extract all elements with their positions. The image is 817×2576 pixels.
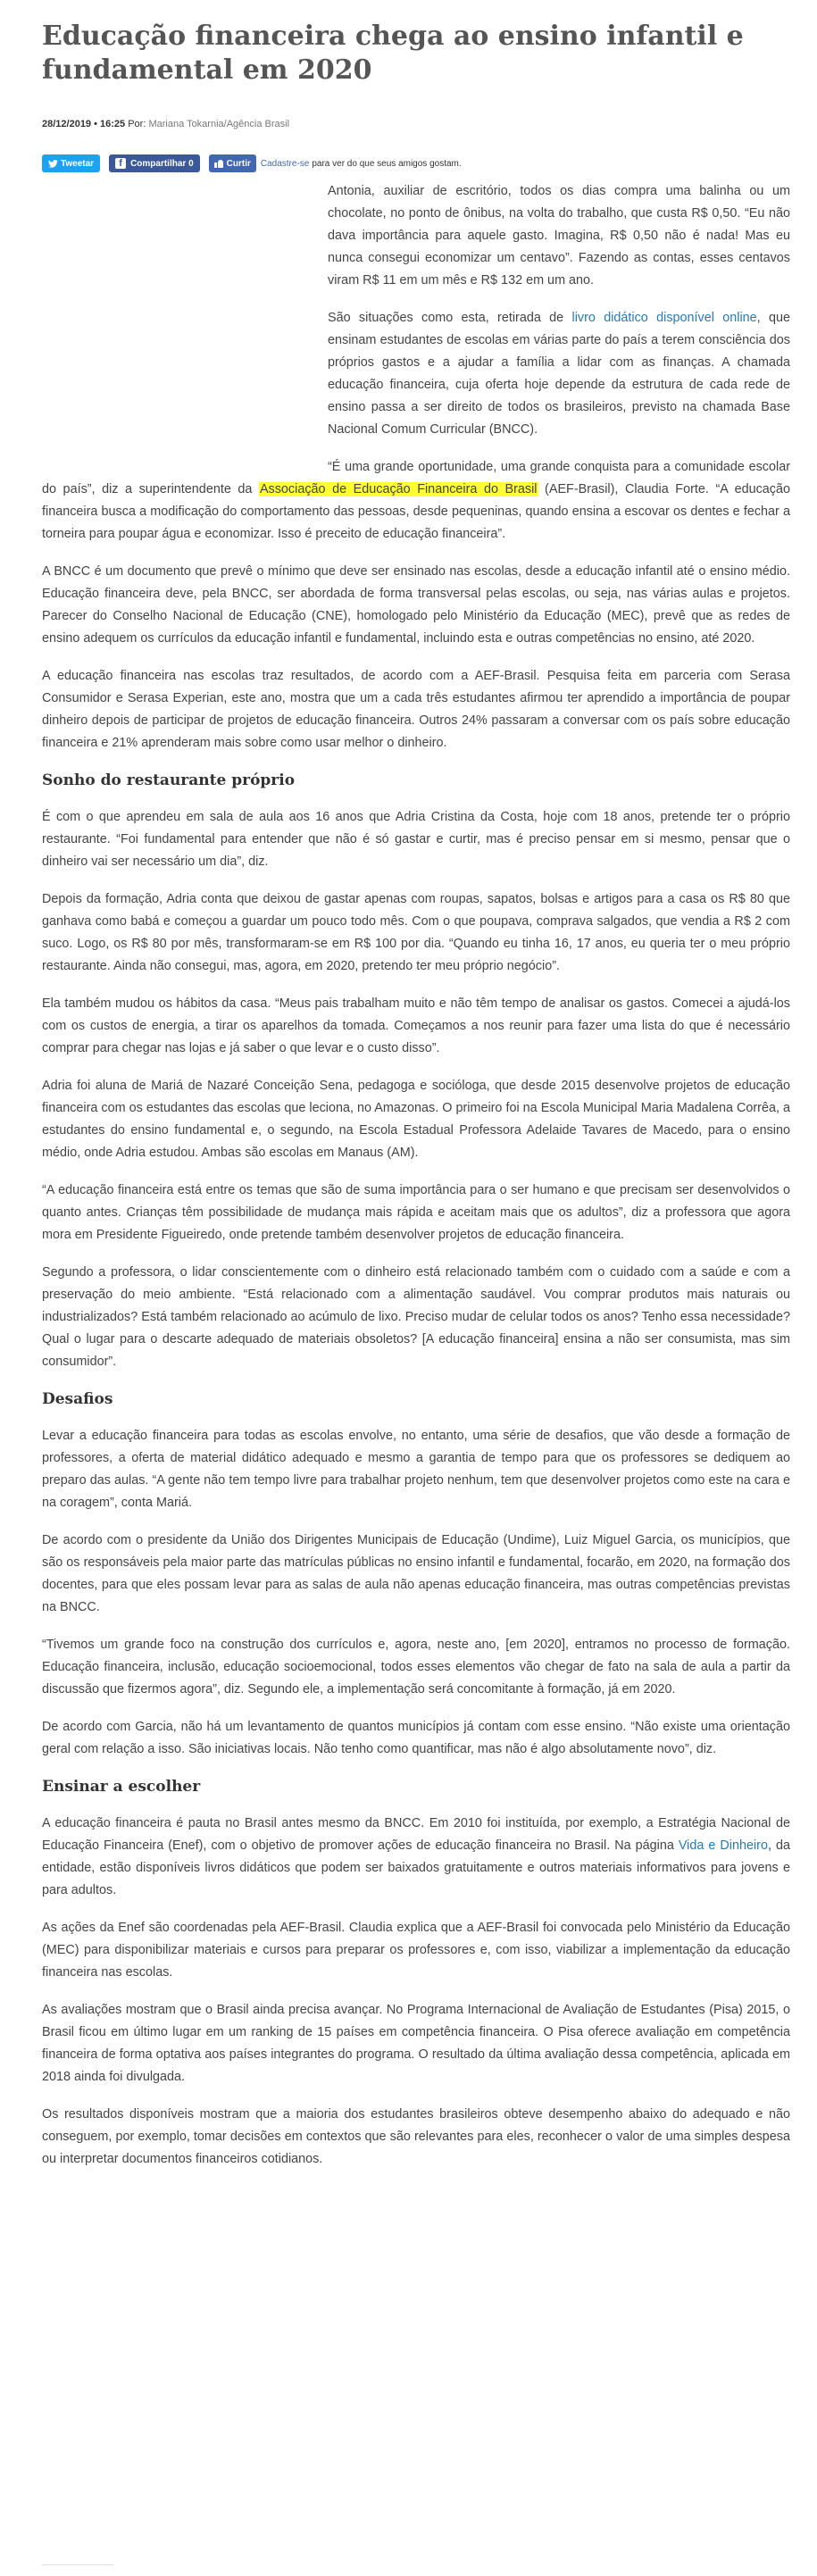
article-meta [42, 119, 289, 129]
tweet-label: Tweetar [61, 158, 95, 169]
paragraph-4: A BNCC é um documento que prevê o mínimo que deve ser ensinado nas escolas, desde a educação infantil até o ensino médio. Educação financeira deve, pela BNCC, ser abordada de forma transversal pelas escolas, ou seja, nas várias aulas e projetos. Parecer do Conselho Nacional de Educação (CNE), homologado pelo Ministério da Educação (MEC), prevê que as redes de ensino adequem os currículos da educação infantil e fundamental, incluindo esta e outras competências no ensino, até 2020. [42, 564, 790, 646]
livro-didatico-link[interactable]: livro didático disponível online [571, 311, 757, 325]
paragraph-16: A educação financeira é pauta no Brasil antes mesmo da BNCC. Em 2010 foi instituída, por exemplo, a Estratégia Nacional de Educação Financeira (Enef), com o objetivo de promover ações de educação financeira no Brasil. Na página Vida e Dinheiro, da entidade, estão disponíveis livros didáticos que podem ser baixados gratuitamente e outros materiais informativos para jovens e para adultos. [42, 1816, 790, 1897]
image-placeholder [42, 180, 328, 466]
paragraph-2: São situações como esta, retirada de livro didático disponível online, que ensinam estudantes de escolas em várias parte do país a terem consciência dos próprios gastos e a ajudar a família a lidar com as finanças. A chamada educação financeira, cuja oferta hoje depende da estrutura de cada rede de ensino passa a ser direito de todos os brasileiros, previsto na chamada Base Nacional Comum Curricular (BNCC). [328, 311, 790, 437]
vida-e-dinheiro-link[interactable]: Vida e Dinheiro [678, 1838, 768, 1853]
paragraph-5: A educação financeira nas escolas traz resultados, de acordo com a AEF-Brasil. Pesquisa feita em parceria com Serasa Consumidor e Serasa Experian, este ano, mostra que um a cada três estudantes afirmou ter aprendido a importância de poupar dinheiro depois de participar de projetos de educação financeira. Outros 24% passaram a conversar com os país sobre educação financeira e 21% aprenderam mais sobre como usar melhor o dinheiro. [42, 669, 790, 750]
paragraph-17: As ações da Enef são coordenadas pela AEF-Brasil. Claudia explica que a AEF-Brasil foi convocada pelo Ministério da Educação (MEC) para disponibilizar materiais e cursos para preparar os professores e, com isso, viabilizar a implementação da educação financeira nas escolas. [42, 1921, 790, 1980]
facebook-icon: f [115, 158, 126, 169]
social-share-bar [42, 154, 462, 172]
section-heading-desafios: Desafios [42, 1390, 113, 1408]
paragraph-9: Adria foi aluna de Mariá de Nazaré Conceição Sena, pedagoga e socióloga, que desde 2015 desenvolve projetos de educação financeira com os estudantes das escolas que leciona, no Amazonas. O primeiro foi na Escola Municipal Maria Madalena Corrêa, a estudantes do ensino fundamental e, o segundo, na Escola Estadual Professora Adelaide Tavares de Macedo, para o ensino médio, onde Adria estudou. Ambas são escolas em Manaus (AM). [42, 1079, 790, 1160]
twitter-bird-icon [48, 160, 58, 168]
publish-date: 28/12/2019 • 16:25 [42, 119, 126, 129]
paragraph-14: “Tivemos um grande foco na construção dos currículos e, agora, neste ano, [em 2020], entramos no processo de formação. Educação financeira, inclusão, educação socioemocional, todos esses elementos vão chegar de fato na sala de aula a partir da discussão que fizermos agora”, diz. Segundo ele, a implementação será concomitante à formação, já em 2020. [42, 1638, 790, 1696]
paragraph-12: Levar a educação financeira para todas as escolas envolve, no entanto, uma série de desafios, que vão desde a formação de professores, a oferta de material didático adequado e mesmo a garantia de tempo para que os professores se dediquem ao preparo das aulas. “A gente não tem tempo livre para trabalhar projeto nenhum, tem que desenvolver projetos como este na cara e na coragem”, conta Mariá. [42, 1429, 790, 1510]
share-label: Compartilhar 0 [130, 158, 194, 169]
footer-divider [42, 2564, 113, 2565]
paragraph-6: É com o que aprendeu em sala de aula aos 16 anos que Adria Cristina da Costa, hoje com 18 anos, pretende ter o próprio restaurante. “Foi fundamental para entender que não é só gastar e curtir, mas é preciso pensar em si mesmo, pensar que o dinheiro vai ser necessário um dia”, diz. [42, 810, 790, 869]
author-name: Mariana Tokarnia/Agência Brasil [148, 119, 290, 129]
author-label: Por: [128, 119, 146, 129]
paragraph-15: De acordo com Garcia, não há um levantamento de quantos municípios já contam com esse ensino. “Não existe uma orientação geral com relação a isso. São iniciativas locais. Não tenho como quantificar, mas não é algo absolutamente novo”, diz. [42, 1720, 790, 1756]
paragraph-8: Ela também mudou os hábitos da casa. “Meus pais trabalham muito e não têm tempo de analisar os gastos. Comecei a ajudá-los com os custos de energia, a tirar os aparelhos da tomada. Começamos a nos reunir para fazer uma lista do que é necessário comprar para chegar nas lojas e já saber o que levar e o custo disso”. [42, 996, 790, 1055]
paragraph-10: “A educação financeira está entre os temas que são de suma importância para o ser humano e que precisam ser desenvolvidos o quanto antes. Crianças têm possibilidade de mudança mais rápida e aceitam mais que os adultos”, diz a professora que agora mora em Presidente Figueiredo, onde pretende também desenvolver projetos de educação financeira. [42, 1183, 790, 1242]
section-heading-sonho: Sonho do restaurante próprio [42, 771, 296, 789]
section-heading-ensinar: Ensinar a escolher [42, 1778, 201, 1796]
facebook-share-button[interactable] [109, 154, 200, 172]
signup-link[interactable]: Cadastre-se [260, 158, 310, 169]
article-title: Educação financeira chega ao ensino infantil e fundamental em 2020 [42, 21, 744, 86]
highlighted-organization: Associação de Educação Financeira do Brasil [259, 482, 538, 496]
article-body [42, 180, 790, 2186]
like-label: Curtir [226, 158, 251, 169]
paragraph-13: De acordo com o presidente da União dos Dirigentes Municipais de Educação (Undime), Luiz Miguel Garcia, os municípios, que são os responsáveis pela maior parte das matrículas públicas no ensino infantil e fundamental, focarão, em 2020, na formação dos docentes, para que eles possam levar para as salas de aula não apenas educação financeira, mas outras competências previstas na BNCC. [42, 1533, 790, 1614]
paragraph-11: Segundo a professora, o lidar conscientemente com o dinheiro está relacionado também com o cuidado com a saúde e com a preservação do meio ambiente. “Está relacionado com a alimentação saudável. Vou comprar produtos mais naturais ou industrializados? Está também relacionado ao acúmulo de lixo. Preciso mudar de celular todos os anos? Tenho essa necessidade? Qual o lugar para o descarte adequado de materiais obsoletos? [A educação financeira] ensina a não ser consumista, mas sim consumidor”. [42, 1265, 790, 1369]
paragraph-1: Antonia, auxiliar de escritório, todos os dias compra uma balinha ou um chocolate, no ponto de ônibus, na volta do trabalho, que custa R$ 0,50. “Eu não dava importância para aquele gasto. Imagina, R$ 0,50 não é nada! Mas eu nunca consegui economizar um centavo”. Fazendo as contas, esses centavos viram R$ 11 em um mês e R$ 132 em um ano. [328, 184, 790, 288]
paragraph-18: As avaliações mostram que o Brasil ainda precisa avançar. No Programa Internacional de Avaliação de Estudantes (Pisa) 2015, o Brasil ficou em último lugar em um ranking de 15 países em competência financeira. O Pisa oferece avaliação em competência financeira de forma optativa aos países integrantes do programa. O resultado da última avaliação dessa competência, aplicada em 2018 ainda foi divulgada. [42, 2003, 790, 2084]
facebook-like-button[interactable] [209, 154, 256, 172]
thumbs-up-icon [214, 159, 223, 168]
paragraph-7: Depois da formação, Adria conta que deixou de gastar apenas com roupas, sapatos, bolsas e artigos para a casa os R$ 80 que ganhava como babá e começou a guardar um pouco todo mês. Com o que poupava, comprava salgados, que vendia a R$ 2 com suco. Logo, os R$ 80 por mês, transformaram-se em R$ 100 por dia. “Quando eu tinha 16, 17 anos, eu queria ter o meu próprio restaurante. Ainda não consegui, mas, agora, em 2020, pretendo ter meu próprio negócio”. [42, 892, 790, 973]
paragraph-19: Os resultados disponíveis mostram que a maioria dos estudantes brasileiros obteve desempenho abaixo do adequado e não conseguem, por exemplo, tomar decisões em contextos que são relevantes para eles, reconhecer o valor de uma simples despesa ou interpretar documentos financeiros cotidianos. [42, 2107, 790, 2166]
tweet-button[interactable] [42, 154, 100, 172]
paragraph-3: “É uma grande oportunidade, uma grande conquista para a comunidade escolar do país”, diz a superintendente da Associação de Educação Financeira do Brasil (AEF-Brasil), Claudia Forte. “A educação financeira busca a modificação do comportamento das pessoas, desde pequeninas, quando ensina a escovar os dentes e fechar a torneira para poupar água e economizar. Isso é preceito de educação financeira”. [42, 460, 791, 541]
signup-hint-text: para ver do que seus amigos gostam. [312, 158, 462, 169]
